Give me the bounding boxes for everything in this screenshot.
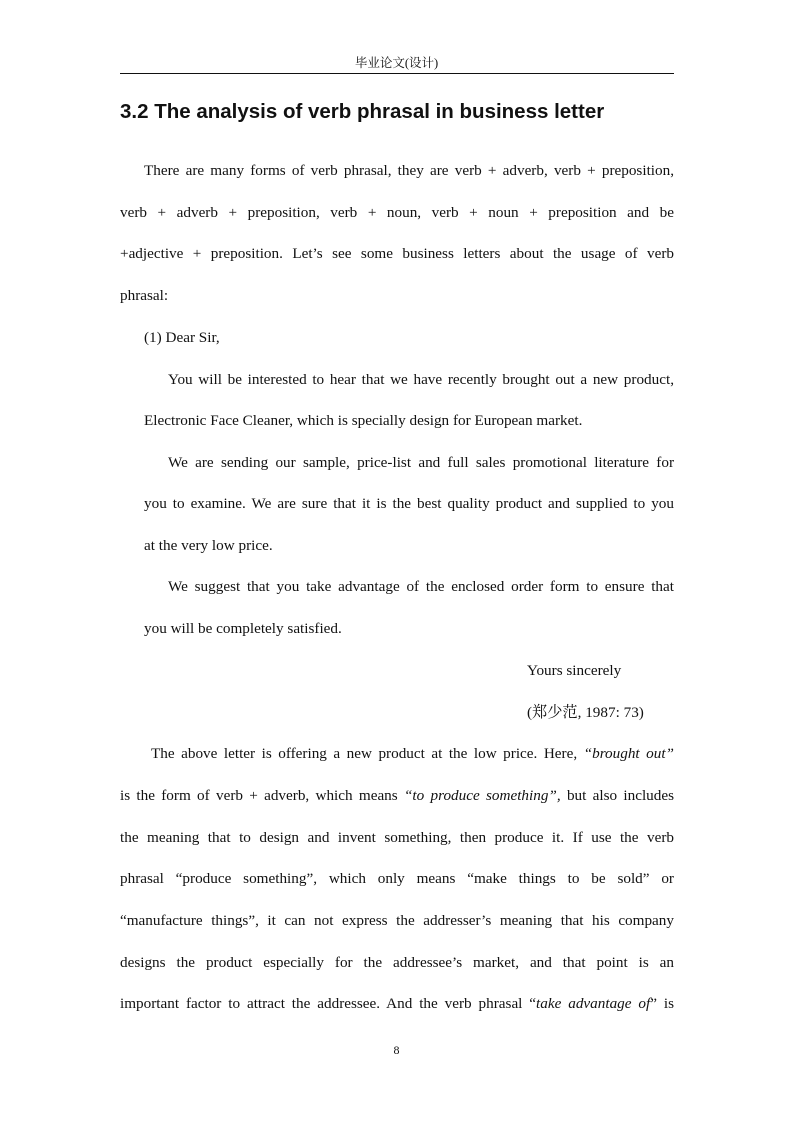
analysis-line-6: designs the product especially for the addressee’s market, and that point is an [120, 954, 674, 971]
analysis-line-7-italic: take advantage of [536, 995, 651, 1012]
analysis-line-1-italic: “brought out” [583, 745, 675, 762]
section-title: 3.2 The analysis of verb phrasal in business letter [120, 100, 605, 123]
analysis-line-5: “manufacture things”, it can not express the addresser’s meaning that his company [120, 912, 674, 929]
analysis-line-2-italic: “to produce something”, [403, 787, 561, 804]
intro-line-3: +adjective + preposition. Let’s see some business letters about the usage of verb [120, 245, 674, 262]
letter-line-2: Electronic Face Cleaner, which is specially design for European market. [144, 412, 583, 429]
analysis-line-7-text-b: ” is [650, 995, 674, 1012]
intro-line-1: There are many forms of verb phrasal, they are verb + adverb, verb + preposition, [144, 162, 674, 179]
letter-closing: Yours sincerely [527, 662, 622, 679]
letter-line-7: you will be completely satisfied. [144, 620, 342, 637]
analysis-line-2 [120, 786, 674, 806]
analysis-line-1 [151, 744, 674, 764]
analysis-line-2-text-b: but also includes [560, 787, 674, 804]
letter-line-1: You will be interested to hear that we have recently brought out a new product, [168, 371, 674, 388]
analysis-line-7 [120, 994, 674, 1014]
analysis-line-2-text-a: is the form of verb + adverb, which means [120, 787, 404, 804]
analysis-line-1-text: The above letter is offering a new product at the low price. Here, [151, 745, 584, 762]
header-rule [120, 73, 674, 74]
analysis-line-7-text-a: important factor to attract the addressee. And the verb phrasal “ [120, 995, 537, 1012]
intro-line-2: verb + adverb + preposition, verb + noun, verb + noun + preposition and be [120, 204, 674, 221]
letter-line-3: We are sending our sample, price-list and full sales promotional literature for [168, 454, 674, 471]
page-number: 8 [393, 1043, 400, 1057]
letter-line-4: you to examine. We are sure that it is the best quality product and supplied to you [144, 495, 674, 512]
analysis-line-3: the meaning that to design and invent something, then produce it. If use the verb [120, 829, 674, 846]
analysis-line-4: phrasal “produce something”, which only means “make things to be sold” or [120, 870, 674, 887]
letter-line-6: We suggest that you take advantage of the enclosed order form to ensure that [168, 578, 674, 595]
header-title: 毕业论文(设计) [354, 56, 439, 70]
letter-line-5: at the very low price. [144, 537, 273, 554]
letter-citation: (郑少范, 1987: 73) [527, 704, 644, 721]
letter-salutation: (1) Dear Sir, [144, 329, 220, 346]
intro-line-4: phrasal: [120, 287, 169, 304]
